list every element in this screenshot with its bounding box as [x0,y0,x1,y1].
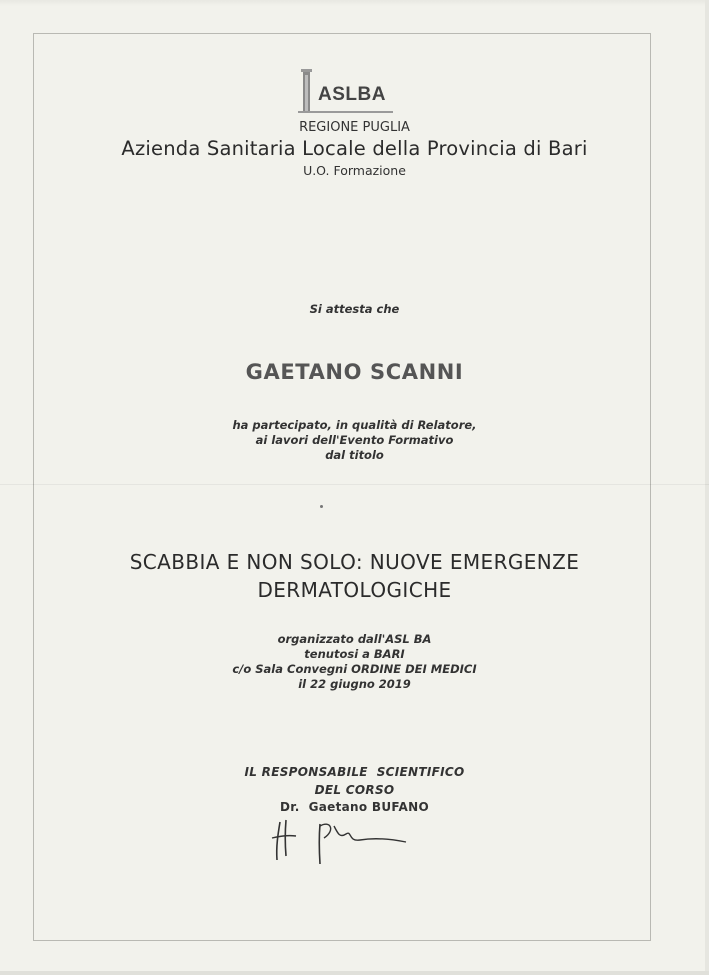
participation-line-1: ha partecipato, in qualità di Relatore, [232,418,477,432]
paper-fold-line [0,484,709,485]
organization-name: Azienda Sanitaria Locale della Provincia di Bari [121,137,588,160]
scan-edge-bottom [0,971,709,975]
event-date: il 22 giugno 2019 [298,677,411,691]
region-name: REGIONE PUGLIA [299,120,410,135]
unit-name: U.O. Formazione [303,163,406,178]
attest-line: Si attesta che [309,302,400,316]
participation-line-3: dal titolo [325,448,384,462]
recipient-name: GAETANO SCANNI [245,360,464,384]
responsible-role-line-2: DEL CORSO [314,783,395,797]
scan-edge-top [0,0,709,6]
organization-line-1: organizzato dall'ASL BA [277,632,432,646]
participation-line-2: ai lavori dell'Evento Formativo [255,433,454,447]
speck [320,505,323,508]
venue-line: c/o Sala Convegni ORDINE DEI MEDICI [232,662,477,676]
responsible-name: Dr. Gaetano BUFANO [280,800,429,814]
handwritten-signature-icon [268,808,418,868]
event-title-line-1: SCABBIA E NON SOLO: NUOVE EMERGENZE [129,550,580,574]
logo-text: ASLBA [318,84,386,105]
event-title-line-2: DERMATOLOGICHE [257,578,452,602]
organization-line-2: tenutosi a BARI [304,647,405,661]
responsible-role-line-1: IL RESPONSABILE SCIENTIFICO [244,765,465,779]
